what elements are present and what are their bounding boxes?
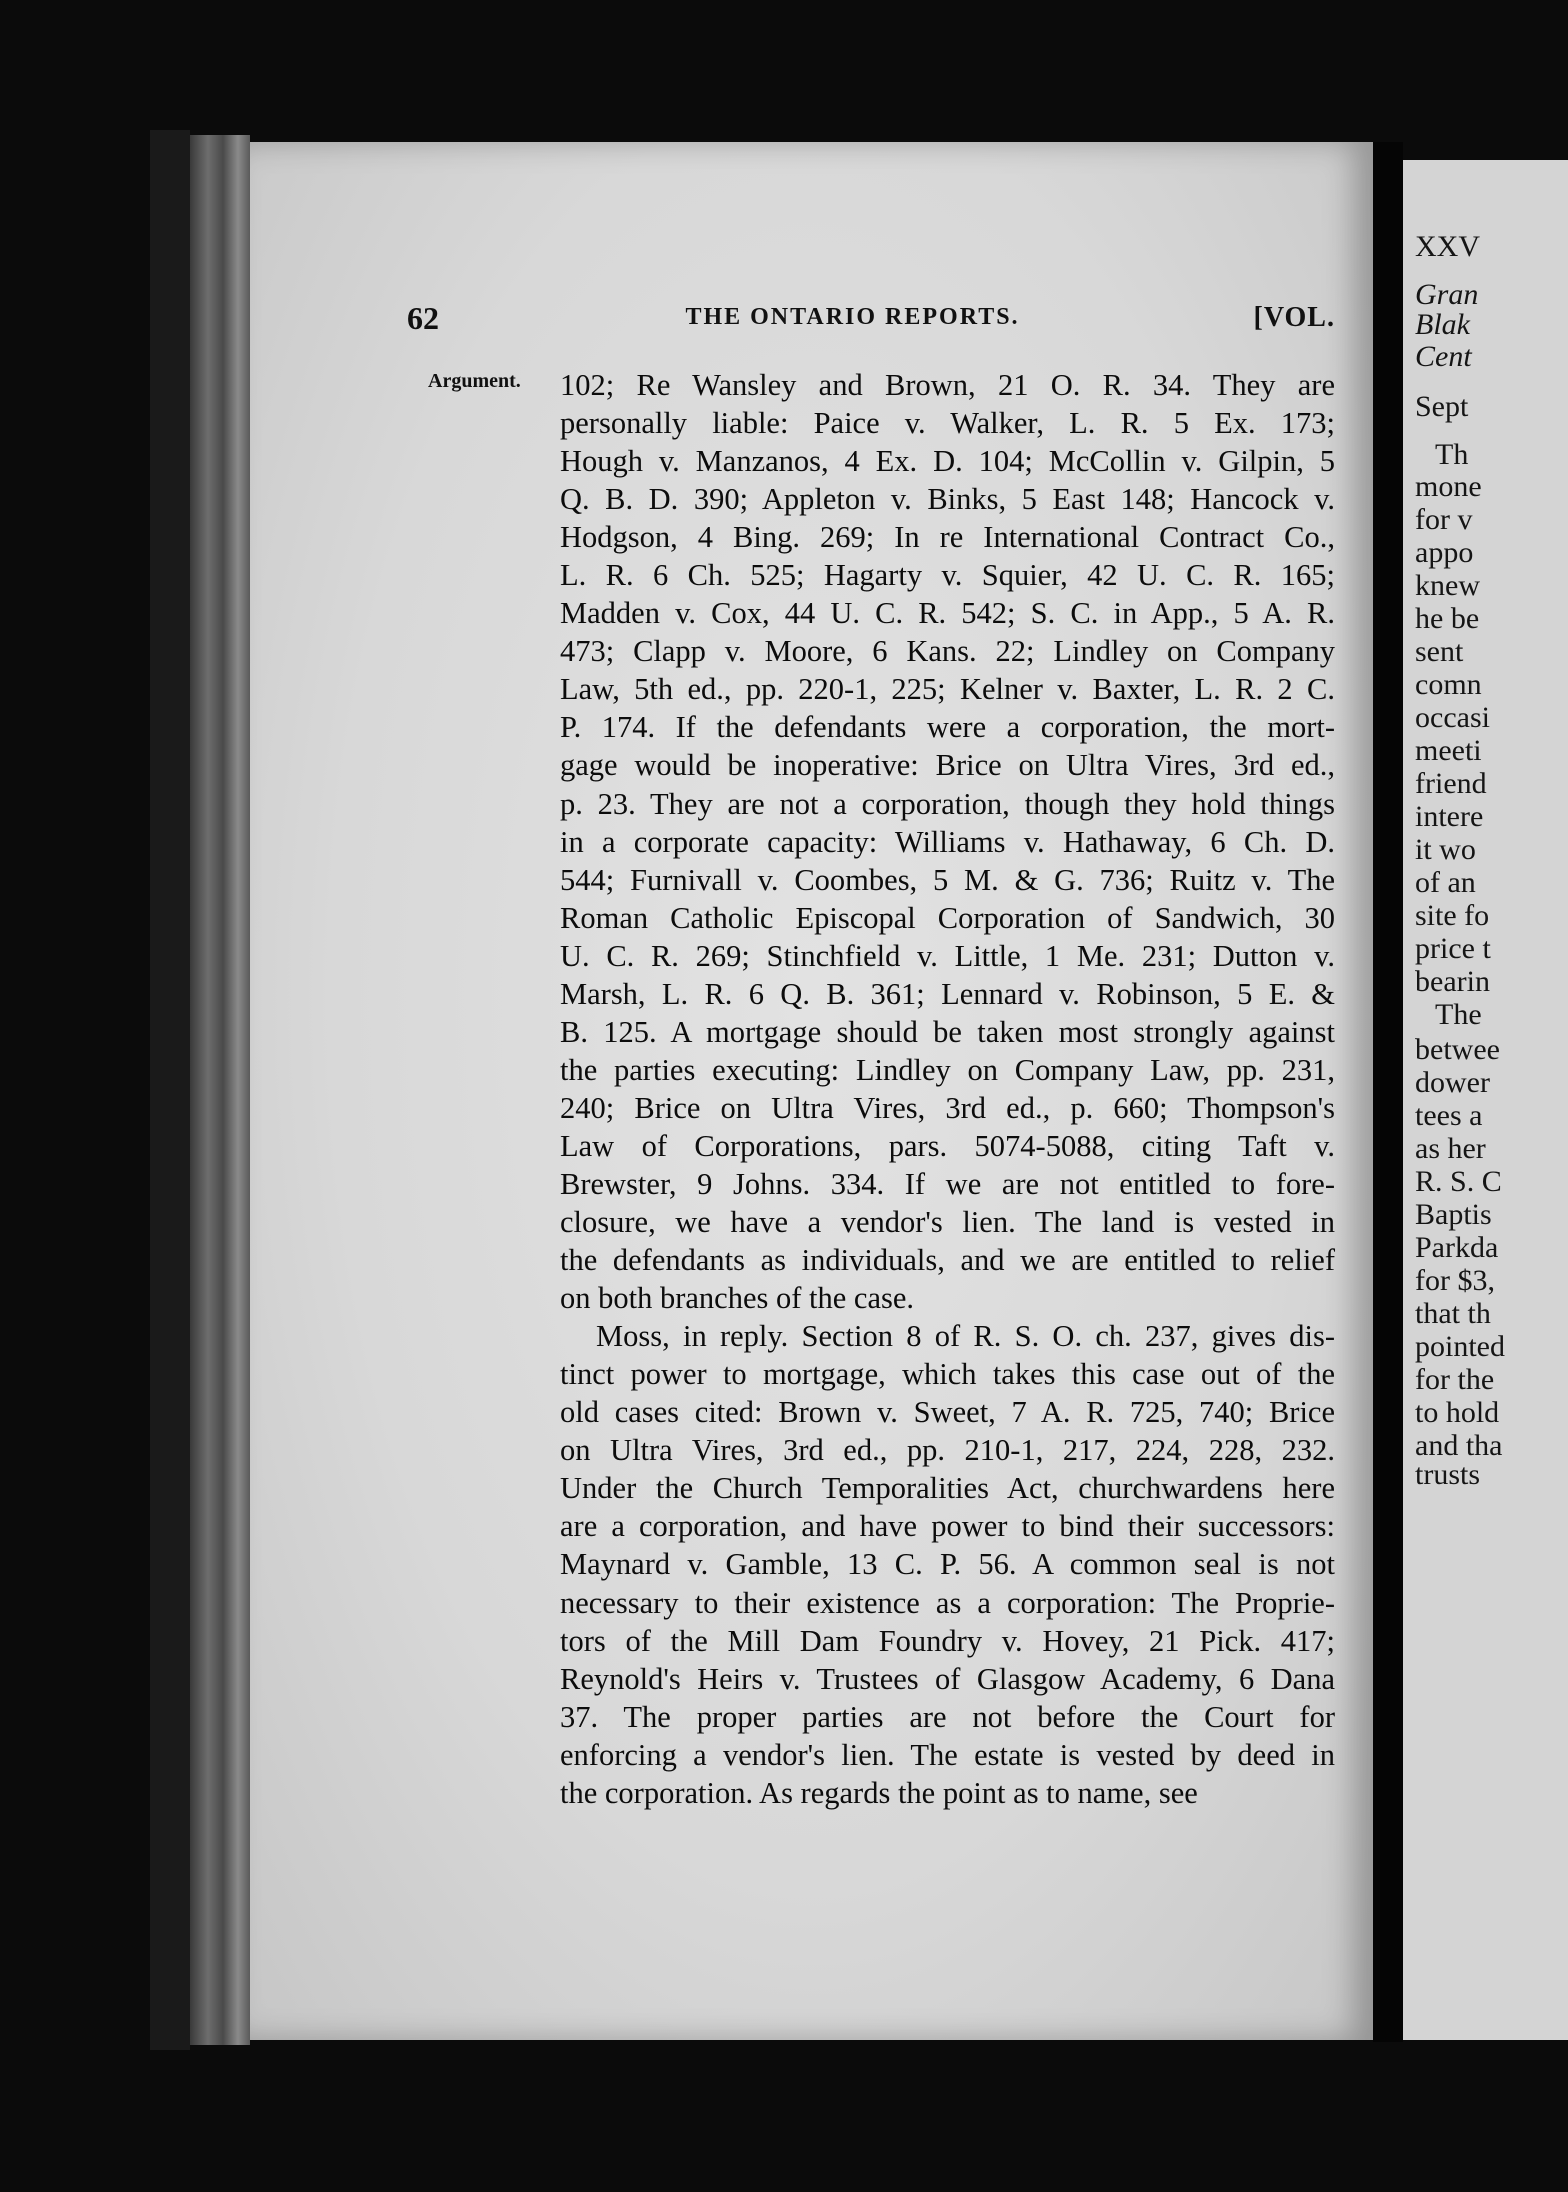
- right-page-fragment: Parkda: [1415, 1231, 1499, 1264]
- text-line: Roman Catholic Episcopal Corporation of Sandwich, 30: [560, 900, 1335, 935]
- right-page-fragment: Blak: [1415, 308, 1470, 341]
- right-page-fragment: and tha: [1415, 1429, 1503, 1462]
- right-page-fragment: The: [1435, 998, 1482, 1031]
- right-page-fragment: dower: [1415, 1066, 1490, 1099]
- right-page-fragment: friend: [1415, 767, 1487, 800]
- text-line: U. C. R. 269; Stinchfield v. Little, 1 Me. 231; Dutton v.: [560, 938, 1335, 973]
- page-number: 62: [407, 300, 439, 336]
- right-page-fragment: price t: [1415, 932, 1491, 965]
- text-line: 37. The proper parties are not before the Court for: [560, 1699, 1335, 1734]
- text-line: on both branches of the case.: [560, 1281, 915, 1316]
- right-page-fragment: appo: [1415, 536, 1474, 569]
- text-line: necessary to their existence as a corporation: The Proprie-: [560, 1585, 1335, 1620]
- text-line: on Ultra Vires, 3rd ed., pp. 210-1, 217, 224, 228, 232.: [560, 1433, 1335, 1468]
- text-line: in a corporate capacity: Williams v. Hathaway, 6 Ch. D.: [560, 824, 1335, 859]
- text-line: B. 125. A mortgage should be taken most strongly against: [560, 1014, 1335, 1049]
- text-line: P. 174. If the defendants were a corporation, the mort-: [560, 710, 1335, 745]
- text-line: Moss, in reply. Section 8 of R. S. O. ch. 237, gives dis-: [596, 1319, 1335, 1354]
- right-page-fragment: for $3,: [1415, 1264, 1495, 1297]
- right-page-fragment: R. S. C: [1415, 1165, 1502, 1198]
- right-page-fragment: to hold: [1415, 1396, 1500, 1429]
- text-line: p. 23. They are not a corporation, though they hold things: [560, 786, 1335, 821]
- right-page-fragment: it wo: [1415, 833, 1476, 866]
- right-page-fragment: pointed: [1415, 1330, 1505, 1363]
- page-gutter: [1373, 142, 1403, 2042]
- right-page-fragment: intere: [1415, 800, 1484, 833]
- right-page: [1403, 160, 1568, 2040]
- body-text: [560, 366, 1335, 1812]
- running-title: THE ONTARIO REPORTS.: [685, 304, 1020, 330]
- right-page-fragment: betwee: [1415, 1033, 1500, 1066]
- right-page-fragment: Cent: [1415, 340, 1472, 373]
- page-edges: [190, 135, 250, 2045]
- right-page-fragment: site fo: [1415, 899, 1490, 932]
- text-line: Maynard v. Gamble, 13 C. P. 56. A common seal is not: [560, 1547, 1335, 1582]
- right-page-fragment: mone: [1415, 470, 1482, 503]
- text-line: the defendants as individuals, and we are entitled to relief: [560, 1243, 1335, 1278]
- text-line: Q. B. D. 390; Appleton v. Binks, 5 East 148; Hancock v.: [560, 482, 1335, 517]
- text-line: Marsh, L. R. 6 Q. B. 361; Lennard v. Robinson, 5 E. &: [560, 976, 1335, 1011]
- right-page-fragment: for v: [1415, 503, 1473, 536]
- text-line: Law, 5th ed., pp. 220-1, 225; Kelner v. Baxter, L. R. 2 C.: [560, 672, 1335, 707]
- text-line: Reynold's Heirs v. Trustees of Glasgow Academy, 6 Dana: [560, 1661, 1335, 1696]
- text-line: L. R. 6 Ch. 525; Hagarty v. Squier, 42 U. C. R. 165;: [560, 558, 1335, 593]
- text-line: Brewster, 9 Johns. 334. If we are not entitled to fore-: [560, 1166, 1335, 1201]
- right-page-fragment: that th: [1415, 1297, 1491, 1330]
- right-page-fragment: Th: [1435, 438, 1469, 471]
- text-line: gage would be inoperative: Brice on Ultra Vires, 3rd ed.,: [560, 748, 1335, 783]
- text-line: personally liable: Paice v. Walker, L. R. 5 Ex. 173;: [560, 406, 1335, 441]
- right-page-fragment: as her: [1415, 1132, 1486, 1165]
- text-line: Law of Corporations, pars. 5074-5088, citing Taft v.: [560, 1128, 1335, 1163]
- text-line: enforcing a vendor's lien. The estate is vested by deed in: [560, 1737, 1335, 1772]
- text-line: Hodgson, 4 Bing. 269; In re International Contract Co.,: [560, 520, 1335, 555]
- text-line: Under the Church Temporalities Act, churchwardens here: [560, 1471, 1335, 1506]
- text-line: 544; Furnivall v. Coombes, 5 M. & G. 736; Ruitz v. The: [560, 862, 1335, 897]
- volume-label: [VOL.: [1253, 302, 1335, 333]
- right-page-fragment: tees a: [1415, 1099, 1483, 1132]
- right-page-fragment: sent: [1415, 635, 1464, 668]
- margin-note: Argument.: [428, 370, 521, 392]
- right-page-fragment: bearin: [1415, 965, 1490, 998]
- page-header: [360, 300, 1345, 340]
- text-line: the parties executing: Lindley on Company Law, pp. 231,: [560, 1052, 1335, 1087]
- text-line: 102; Re Wansley and Brown, 21 O. R. 34. They are: [560, 368, 1335, 402]
- text-line: the corporation. As regards the point as to name, see: [560, 1775, 1198, 1810]
- right-page-fragment: for the: [1415, 1363, 1495, 1396]
- text-line: old cases cited: Brown v. Sweet, 7 A. R. 725, 740; Brice: [560, 1395, 1335, 1430]
- text-line: tinct power to mortgage, which takes this case out of the: [560, 1357, 1335, 1392]
- text-line: 473; Clapp v. Moore, 6 Kans. 22; Lindley on Company: [560, 634, 1335, 669]
- right-page-fragment: of an: [1415, 866, 1476, 899]
- text-line: 240; Brice on Ultra Vires, 3rd ed., p. 660; Thompson's: [560, 1090, 1335, 1125]
- text-line: tors of the Mill Dam Foundry v. Hovey, 21 Pick. 417;: [560, 1623, 1335, 1658]
- right-page-fragment: occasi: [1415, 701, 1490, 734]
- text-line: Madden v. Cox, 44 U. C. R. 542; S. C. in App., 5 A. R.: [560, 596, 1335, 631]
- text-line: are a corporation, and have power to bind their successors:: [560, 1509, 1335, 1544]
- right-page-fragment: Sept: [1415, 390, 1469, 423]
- right-page-fragment: meeti: [1415, 734, 1482, 767]
- right-page-fragment: Gran: [1415, 278, 1479, 311]
- right-page-fragment: he be: [1415, 602, 1480, 635]
- right-page-fragment: knew: [1415, 569, 1480, 602]
- right-page-fragment: XXV: [1415, 230, 1480, 263]
- right-page-fragment: comn: [1415, 668, 1482, 701]
- right-page-fragment: Baptis: [1415, 1198, 1492, 1231]
- text-line: closure, we have a vendor's lien. The land is vested in: [560, 1205, 1335, 1240]
- book-spine-shadow: [150, 130, 190, 2050]
- right-page-fragment: trusts: [1415, 1458, 1481, 1491]
- text-line: Hough v. Manzanos, 4 Ex. D. 104; McCollin v. Gilpin, 5: [560, 444, 1335, 479]
